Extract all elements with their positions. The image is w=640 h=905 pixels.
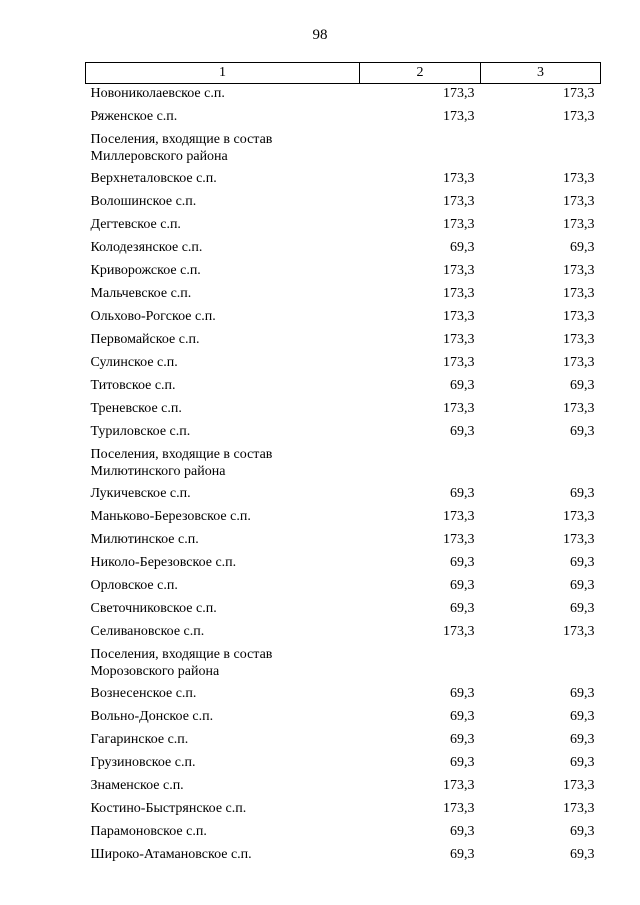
value-cell-col3: 69,3 — [570, 732, 595, 747]
group-heading-cell: Поселения, входящие в состав Миллеровского района — [90, 132, 273, 164]
value-cell-col2: 69,3 — [450, 240, 475, 255]
table-row — [86, 84, 601, 108]
settlement-name-cell: Ряженское с.п. — [90, 109, 178, 124]
table-row — [86, 399, 601, 422]
settlement-name-cell: Орловское с.п. — [90, 578, 178, 593]
table-row — [86, 684, 601, 707]
settlement-name-cell: Грузиновское с.п. — [90, 755, 196, 770]
value-cell-col3: 173,3 — [563, 778, 595, 793]
table-row — [86, 238, 601, 261]
value-cell-col2 — [360, 130, 481, 169]
value-cell-col3: 69,3 — [570, 824, 595, 839]
value-cell-col3: 173,3 — [563, 263, 595, 278]
table-row — [86, 599, 601, 622]
value-cell-col3 — [481, 130, 601, 169]
value-cell-col3: 69,3 — [570, 578, 595, 593]
value-cell-col3: 173,3 — [563, 532, 595, 547]
value-cell-col3: 173,3 — [563, 801, 595, 816]
value-cell-col3: 69,3 — [570, 240, 595, 255]
settlement-name-cell: Сулинское с.п. — [90, 355, 178, 370]
settlement-name-cell: Ольхово-Рогское с.п. — [90, 309, 216, 324]
value-cell-col2: 173,3 — [443, 778, 475, 793]
value-cell-col2: 69,3 — [450, 424, 475, 439]
table-row — [86, 376, 601, 399]
settlement-name-cell: Новониколаевское с.п. — [90, 86, 225, 101]
table-row — [86, 215, 601, 238]
value-cell-col3: 173,3 — [563, 624, 595, 639]
settlement-name-cell: Лукичевское с.п. — [90, 486, 191, 501]
value-cell-col2: 173,3 — [443, 309, 475, 324]
value-cell-col3: 69,3 — [570, 755, 595, 770]
table-group-row — [86, 645, 601, 684]
value-cell-col2: 173,3 — [443, 509, 475, 524]
settlement-name-cell: Маньково-Березовское с.п. — [90, 509, 251, 524]
value-cell-col3: 69,3 — [570, 709, 595, 724]
value-cell-col2: 173,3 — [443, 355, 475, 370]
value-cell-col2: 69,3 — [450, 555, 475, 570]
table-row — [86, 330, 601, 353]
value-cell-col3: 69,3 — [570, 601, 595, 616]
value-cell-col2: 173,3 — [443, 263, 475, 278]
value-cell-col2 — [360, 645, 481, 684]
table-row — [86, 553, 601, 576]
table-row — [86, 622, 601, 645]
value-cell-col2: 69,3 — [450, 847, 475, 862]
table-group-row — [86, 445, 601, 484]
settlement-name-cell: Широко-Атамановское с.п. — [90, 847, 252, 862]
value-cell-col3: 173,3 — [563, 194, 595, 209]
table-row — [86, 576, 601, 599]
value-cell-col3: 173,3 — [563, 509, 595, 524]
table-row — [86, 261, 601, 284]
value-cell-col2: 69,3 — [450, 824, 475, 839]
value-cell-col2: 69,3 — [450, 486, 475, 501]
table-row — [86, 707, 601, 730]
value-cell-col3: 69,3 — [570, 486, 595, 501]
value-cell-col2 — [360, 445, 481, 484]
settlement-name-cell: Дегтевское с.п. — [90, 217, 181, 232]
value-cell-col3: 173,3 — [563, 109, 595, 124]
value-cell-col3 — [481, 445, 601, 484]
value-cell-col2: 173,3 — [443, 194, 475, 209]
column-header-3: 3 — [481, 63, 601, 84]
value-cell-col3: 69,3 — [570, 847, 595, 862]
table-row — [86, 284, 601, 307]
group-heading-cell: Поселения, входящие в состав Морозовского района — [90, 647, 273, 679]
settlement-name-cell: Селивановское с.п. — [90, 624, 205, 639]
value-cell-col2: 69,3 — [450, 686, 475, 701]
value-cell-col2: 69,3 — [450, 755, 475, 770]
value-cell-col3: 173,3 — [563, 401, 595, 416]
value-cell-col2: 173,3 — [443, 332, 475, 347]
value-cell-col3: 69,3 — [570, 378, 595, 393]
table-row — [86, 422, 601, 445]
settlement-name-cell: Мальчевское с.п. — [90, 286, 192, 301]
settlement-name-cell: Первомайское с.п. — [90, 332, 200, 347]
value-cell-col2: 69,3 — [450, 578, 475, 593]
value-cell-col3: 69,3 — [570, 686, 595, 701]
settlement-name-cell: Гагаринское с.п. — [90, 732, 189, 747]
table-row — [86, 107, 601, 130]
table-row — [86, 822, 601, 845]
settlement-name-cell: Светочниковское с.п. — [90, 601, 217, 616]
table-row — [86, 845, 601, 868]
settlement-name-cell: Треневское с.п. — [90, 401, 182, 416]
page-number: 98 — [312, 27, 328, 43]
table-header — [86, 63, 601, 84]
settlement-name-cell: Волошинское с.п. — [90, 194, 197, 209]
value-cell-col2: 173,3 — [443, 624, 475, 639]
table-group-row — [86, 130, 601, 169]
value-cell-col2: 69,3 — [450, 709, 475, 724]
settlement-name-cell: Туриловское с.п. — [90, 424, 191, 439]
table-row — [86, 353, 601, 376]
value-cell-col3: 69,3 — [570, 555, 595, 570]
table-row — [86, 530, 601, 553]
settlement-name-cell: Криворожское с.п. — [90, 263, 201, 278]
settlement-name-cell: Титовское с.п. — [90, 378, 176, 393]
settlement-name-cell: Вознесенское с.п. — [90, 686, 197, 701]
table-row — [86, 307, 601, 330]
value-cell-col2: 69,3 — [450, 601, 475, 616]
value-cell-col3: 173,3 — [563, 86, 595, 101]
settlement-name-cell: Вольно-Донское с.п. — [90, 709, 214, 724]
table-row — [86, 507, 601, 530]
value-cell-col3: 173,3 — [563, 171, 595, 186]
settlement-name-cell: Парамоновское с.п. — [90, 824, 207, 839]
settlement-name-cell: Костино-Быстрянское с.п. — [90, 801, 247, 816]
value-cell-col3 — [481, 645, 601, 684]
table-body — [86, 84, 601, 869]
column-header-2: 2 — [360, 63, 481, 84]
settlement-name-cell: Милютинское с.п. — [90, 532, 199, 547]
value-cell-col3: 173,3 — [563, 309, 595, 324]
table-row — [86, 484, 601, 507]
value-cell-col3: 173,3 — [563, 332, 595, 347]
value-cell-col3: 173,3 — [563, 217, 595, 232]
table-row — [86, 776, 601, 799]
settlement-name-cell: Знаменское с.п. — [90, 778, 184, 793]
value-cell-col2: 173,3 — [443, 171, 475, 186]
table-row — [86, 730, 601, 753]
header-row — [86, 63, 601, 84]
settlement-name-cell: Николо-Березовское с.п. — [90, 555, 237, 570]
settlement-name-cell: Колодезянское с.п. — [90, 240, 203, 255]
value-cell-col2: 173,3 — [443, 86, 475, 101]
settlements-table — [85, 62, 601, 868]
value-cell-col2: 69,3 — [450, 732, 475, 747]
value-cell-col3: 173,3 — [563, 286, 595, 301]
value-cell-col2: 173,3 — [443, 286, 475, 301]
value-cell-col2: 69,3 — [450, 378, 475, 393]
settlement-name-cell: Верхнеталовское с.п. — [90, 171, 217, 186]
value-cell-col3: 69,3 — [570, 424, 595, 439]
table-row — [86, 799, 601, 822]
value-cell-col2: 173,3 — [443, 109, 475, 124]
table-row — [86, 192, 601, 215]
value-cell-col2: 173,3 — [443, 217, 475, 232]
group-heading-cell: Поселения, входящие в состав Милютинского района — [90, 447, 273, 479]
table-row — [86, 753, 601, 776]
column-header-1: 1 — [86, 63, 360, 84]
value-cell-col2: 173,3 — [443, 801, 475, 816]
table-row — [86, 169, 601, 192]
value-cell-col3: 173,3 — [563, 355, 595, 370]
value-cell-col2: 173,3 — [443, 401, 475, 416]
value-cell-col2: 173,3 — [443, 532, 475, 547]
